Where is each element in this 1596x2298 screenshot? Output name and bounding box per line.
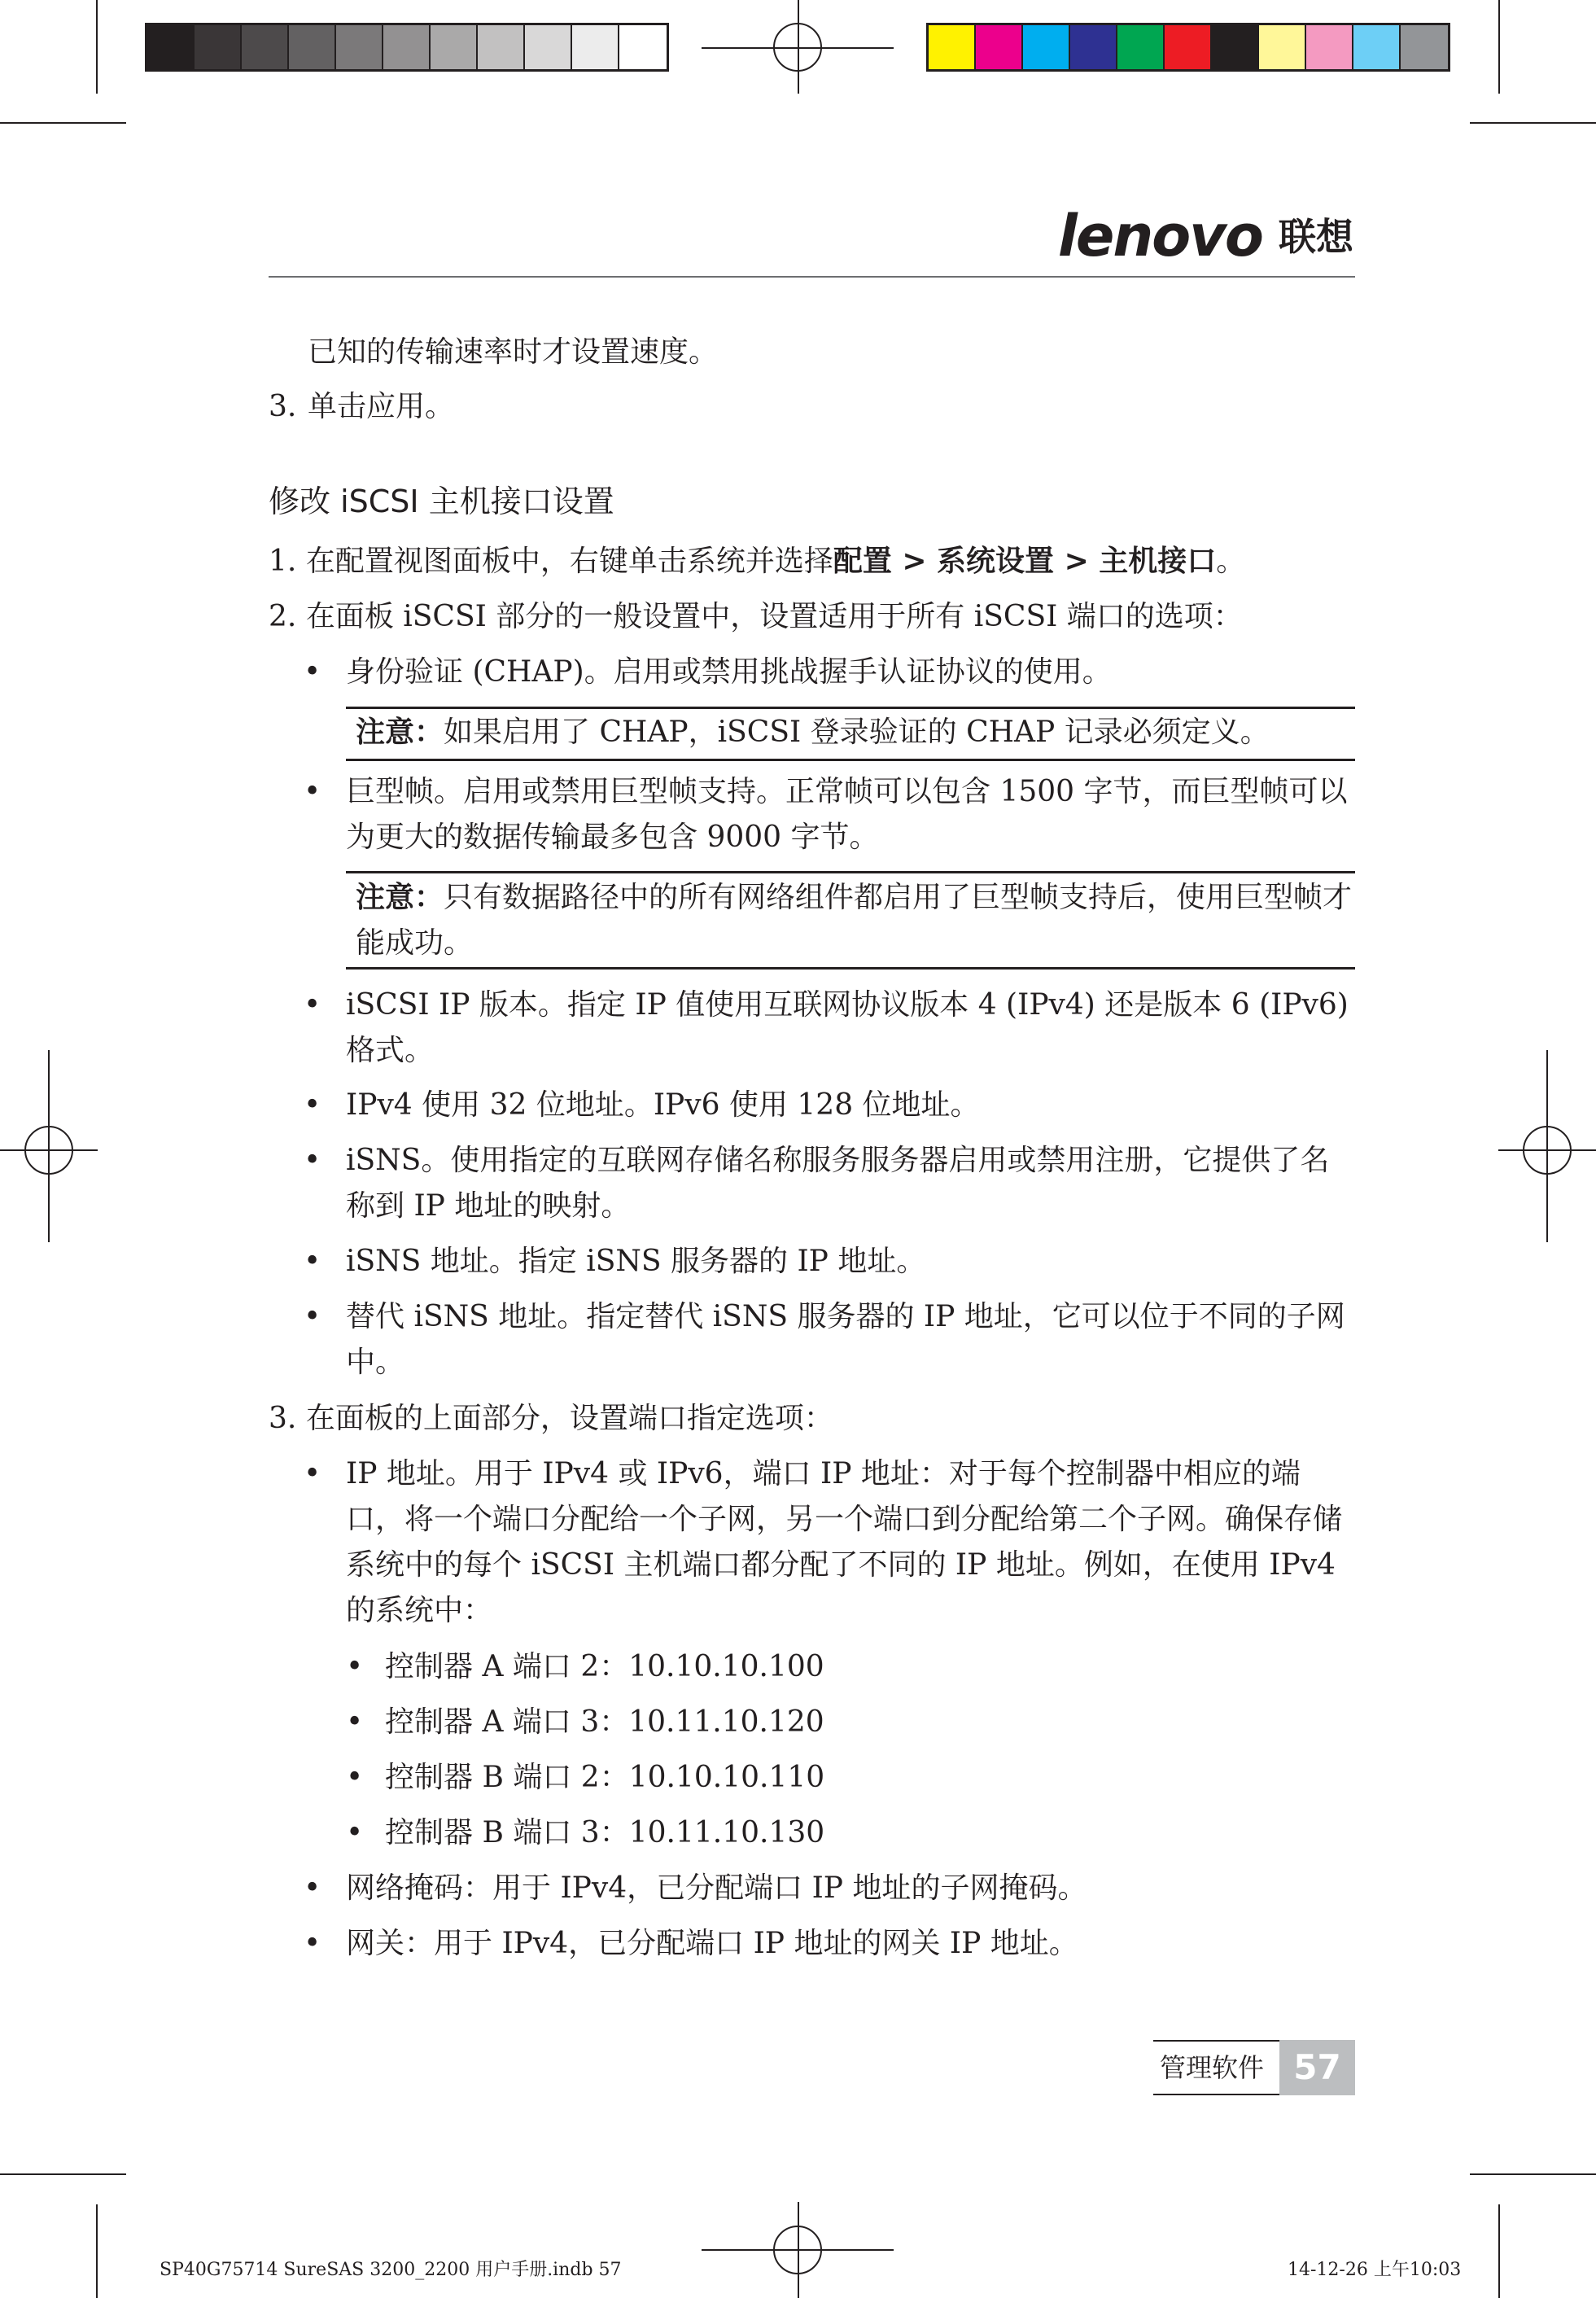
color-swatch (929, 25, 976, 69)
registration-line (798, 2202, 799, 2298)
bullet-marker: • (304, 655, 321, 689)
menu-path: 配置 > 系统设置 > 主机接口 (833, 545, 1217, 578)
footer-section-name: 管理软件 (1160, 2052, 1265, 2083)
page-number: 57 (1279, 2040, 1355, 2095)
list-item: 网络掩码：用于 IPv4，已分配端口 IP 地址的子网掩码。 (346, 1871, 1087, 1905)
list-item: IP 地址。用于 IPv4 或 IPv6，端口 IP 地址：对于每个控制器中相应的端口，将一个端口分配给一个子网，另一个端口到分配给第二个子网。确保存储系统中的每个 iSCSI 主机端口都分配了不同的 IP 地址。例如，在使用 IPv4 的系统中： (346, 1457, 1343, 1627)
bullet-marker: • (304, 775, 321, 808)
sub-list-item: 控制器 B 端口 2：10.10.10.110 (385, 1761, 825, 1794)
color-swatch (1212, 25, 1259, 69)
step-text: 在面板的上面部分，设置端口指定选项： (305, 1402, 833, 1435)
grayscale-swatch (289, 25, 336, 69)
section-title: 修改 iSCSI 主机接口设置 (269, 484, 614, 519)
step-number: 3. (269, 390, 297, 423)
bullet-marker: • (304, 1245, 321, 1278)
list-item: iSCSI IP 版本。指定 IP 值使用互联网协议版本 4 (IPv4) 还是版本 6 (IPv6) 格式。 (346, 988, 1349, 1067)
list-item: 替代 iSNS 地址。指定替代 iSNS 服务器的 IP 地址，它可以位于不同的子网中。 (346, 1300, 1345, 1379)
sub-bullet-marker: • (346, 1816, 364, 1849)
sub-bullet-marker: • (346, 1705, 364, 1739)
crop-mark (96, 0, 98, 94)
grayscale-swatch (572, 25, 619, 69)
bullet-marker: • (304, 1457, 321, 1490)
grayscale-swatch (195, 25, 242, 69)
color-swatch (1259, 25, 1306, 69)
sub-list-item: 控制器 A 端口 3：10.11.10.120 (385, 1705, 824, 1739)
lenovo-logo-cn: 联想 (1279, 215, 1353, 259)
grayscale-swatch (242, 25, 289, 69)
note-1 (356, 710, 1270, 755)
step-text: 单击应用。 (308, 390, 455, 423)
bullet-marker: • (304, 1088, 321, 1122)
color-swatch (976, 25, 1023, 69)
process-color-bar (926, 23, 1450, 72)
step-number: 1. (269, 545, 297, 578)
grayscale-swatch (478, 25, 525, 69)
bullet-marker: • (304, 1871, 321, 1905)
grayscale-swatch (525, 25, 572, 69)
list-item: IPv4 使用 32 位地址。IPv6 使用 128 位地址。 (346, 1088, 980, 1122)
color-swatch (1165, 25, 1212, 69)
crop-mark (1470, 122, 1596, 124)
note-text: 如果启用了 CHAP，iSCSI 登录验证的 CHAP 记录必须定义。 (444, 716, 1270, 749)
note-rule-bottom (346, 759, 1355, 761)
sub-bullet-marker: • (346, 1761, 364, 1794)
list-item: 巨型帧。启用或禁用巨型帧支持。正常帧可以包含 1500 字节，而巨型帧可以为更大的数据传输最多包含 9000 字节。 (346, 775, 1348, 854)
note-rule-top (346, 871, 1355, 873)
grayscale-swatch (336, 25, 383, 69)
grayscale-swatch (147, 25, 195, 69)
step-3 (269, 1396, 833, 1442)
list-item: iSNS 地址。指定 iSNS 服务器的 IP 地址。 (346, 1245, 926, 1278)
note-rule-bottom (346, 967, 1355, 970)
slug-right: 14-12-26 上午10:03 (1288, 2260, 1462, 2280)
bullet-marker: • (304, 988, 321, 1022)
note-rule-top (346, 707, 1355, 709)
crop-mark (0, 122, 126, 124)
color-swatch (1306, 25, 1353, 69)
crop-mark (1498, 0, 1500, 94)
list-item: iSNS。使用指定的互联网存储名称服务服务器启用或禁用注册，它提供了名称到 IP 地址的映射。 (346, 1144, 1330, 1223)
color-swatch (1117, 25, 1165, 69)
registration-line (798, 0, 799, 94)
continued-text: 已知的传输速率时才设置速度。 (308, 335, 719, 369)
step-text: 在配置视图面板中，右键单击系统并选择 (305, 545, 833, 578)
bullet-marker: • (304, 1300, 321, 1333)
note-label: 注意： (356, 881, 444, 914)
note-2 (356, 875, 1355, 966)
color-swatch (1401, 25, 1448, 69)
list-item: 身份验证 (CHAP)。启用或禁用挑战握手认证协议的使用。 (346, 655, 1112, 689)
sub-list-item: 控制器 B 端口 3：10.11.10.130 (385, 1816, 825, 1849)
step-1 (269, 539, 1245, 584)
crop-mark (96, 2204, 98, 2298)
crop-mark (1470, 2173, 1596, 2175)
bullet-marker: • (304, 1144, 321, 1177)
step-number: 3. (269, 1402, 297, 1435)
step-text: 在面板 iSCSI 部分的一般设置中，设置适用于所有 iSCSI 端口的选项： (305, 600, 1243, 633)
color-swatch (1023, 25, 1070, 69)
grayscale-swatch (619, 25, 667, 69)
note-text: 只有数据路径中的所有网络组件都启用了巨型帧支持后，使用巨型帧才能成功。 (356, 881, 1353, 960)
sub-bullet-marker: • (346, 1650, 364, 1683)
header-rule (269, 276, 1355, 278)
crop-mark (1498, 2204, 1500, 2298)
note-label: 注意： (356, 716, 444, 749)
list-item: 网关：用于 IPv4，已分配端口 IP 地址的网关 IP 地址。 (346, 1927, 1078, 1960)
registration-line (48, 1050, 50, 1242)
step-number: 2. (269, 600, 297, 633)
lenovo-logo: lenovo (1057, 203, 1262, 269)
grayscale-swatch (431, 25, 478, 69)
registration-line (1546, 1050, 1548, 1242)
crop-mark (0, 2173, 126, 2175)
slug-left: SP40G75714 SureSAS 3200_2200 用户手册.indb 57 (160, 2260, 622, 2280)
step-2 (269, 594, 1243, 640)
sub-list-item: 控制器 A 端口 2：10.10.10.100 (385, 1650, 824, 1683)
color-swatch (1070, 25, 1117, 69)
grayscale-swatch (383, 25, 431, 69)
bullet-marker: • (304, 1927, 321, 1960)
step-end: 。 (1216, 545, 1246, 578)
color-swatch (1353, 25, 1401, 69)
grayscale-bar (145, 23, 669, 72)
